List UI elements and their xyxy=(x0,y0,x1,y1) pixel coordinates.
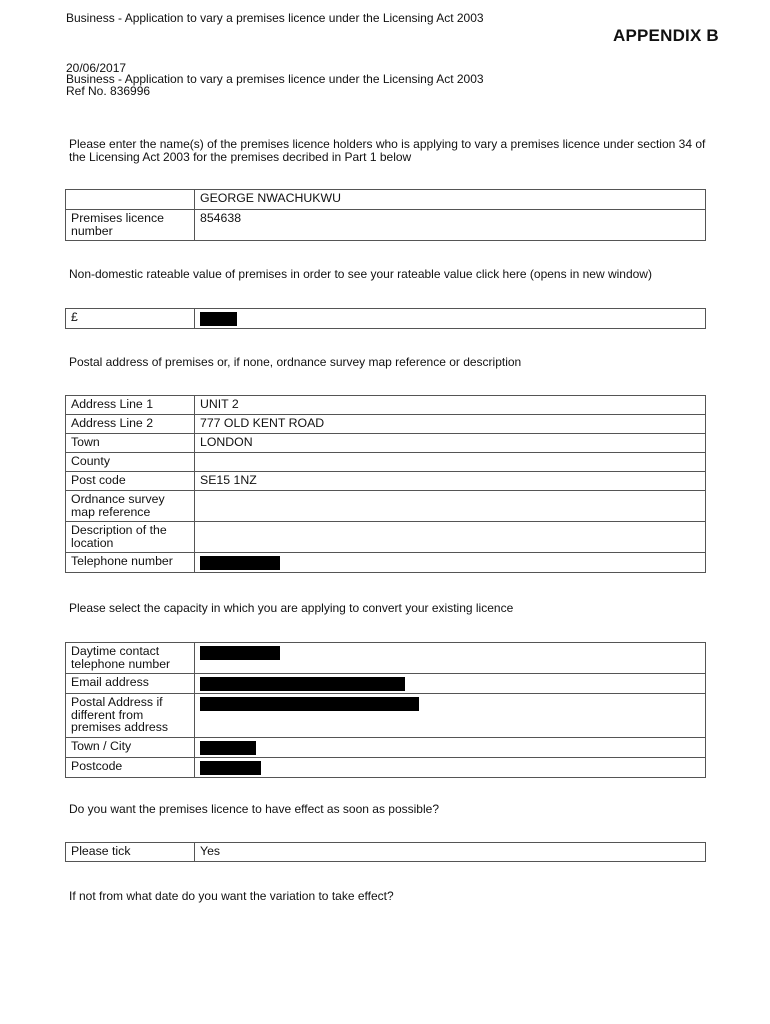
town-label: Town xyxy=(66,434,195,453)
postcode-label: Post code xyxy=(66,472,195,491)
redaction-block xyxy=(200,741,256,755)
table-row xyxy=(66,472,706,491)
table-row xyxy=(66,738,706,758)
table-row xyxy=(66,758,706,778)
town-city-label: Town / City xyxy=(66,738,195,758)
address-table xyxy=(65,395,706,573)
table-row xyxy=(66,434,706,453)
location-description-value xyxy=(195,522,706,553)
holder-name-label xyxy=(66,190,195,210)
document-subtitle: Business - Application to vary a premises licence under the Licensing Act 2003 xyxy=(66,72,484,86)
table-row xyxy=(66,553,706,573)
table-row xyxy=(66,453,706,472)
redaction-block xyxy=(200,677,405,691)
telephone-value xyxy=(195,553,706,573)
effect-table xyxy=(65,842,706,862)
os-map-reference-value xyxy=(195,491,706,522)
telephone-label: Telephone number xyxy=(66,553,195,573)
effect-intro: Do you want the premises licence to have effect as soon as possible? xyxy=(69,802,439,816)
table-row xyxy=(66,190,706,210)
postcode-value: SE15 1NZ xyxy=(195,472,706,491)
table-row xyxy=(66,522,706,553)
licence-number-label: Premises licence number xyxy=(66,210,195,241)
address-line-1-label: Address Line 1 xyxy=(66,396,195,415)
table-row xyxy=(66,309,706,329)
table-row xyxy=(66,643,706,674)
town-value: LONDON xyxy=(195,434,706,453)
currency-label: £ xyxy=(66,309,195,329)
contact-table xyxy=(65,642,706,778)
address-line-2-label: Address Line 2 xyxy=(66,415,195,434)
table-row xyxy=(66,674,706,694)
variation-date-intro: If not from what date do you want the variation to take effect? xyxy=(69,889,394,903)
daytime-phone-value xyxy=(195,643,706,674)
redaction-block xyxy=(200,312,237,326)
redaction-block xyxy=(200,646,280,660)
running-title: Business - Application to vary a premises licence under the Licensing Act 2003 xyxy=(66,11,484,25)
email-value xyxy=(195,674,706,694)
rateable-intro: Non-domestic rateable value of premises in order to see your rateable value click here (opens in new window) xyxy=(69,267,652,281)
rateable-value xyxy=(195,309,706,329)
redaction-block xyxy=(200,761,261,775)
reference-number: Ref No. 836996 xyxy=(66,84,151,98)
address-intro: Postal address of premises or, if none, ordnance survey map reference or description xyxy=(69,355,522,369)
table-row xyxy=(66,210,706,241)
document-date: 20/06/2017 xyxy=(66,61,127,75)
postal-address-value xyxy=(195,694,706,738)
email-label: Email address xyxy=(66,674,195,694)
please-tick-label: Please tick xyxy=(66,843,195,862)
appendix-label: APPENDIX B xyxy=(613,26,719,45)
daytime-phone-label: Daytime contact telephone number xyxy=(66,643,195,674)
holder-name-value: GEORGE NWACHUKWU xyxy=(195,190,706,210)
table-row xyxy=(66,843,706,862)
table-row xyxy=(66,415,706,434)
address-line-1-value: UNIT 2 xyxy=(195,396,706,415)
table-row xyxy=(66,491,706,522)
holders-intro: Please enter the name(s) of the premises licence holders who is applying to vary a premises licence under section 34 of the Licensing Act 2003 for the premises decribed in Part 1 below xyxy=(69,137,706,164)
table-row xyxy=(66,396,706,415)
effect-value: Yes xyxy=(195,843,706,862)
licence-number-value: 854638 xyxy=(195,210,706,241)
address-line-2-value: 777 OLD KENT ROAD xyxy=(195,415,706,434)
redaction-block xyxy=(200,556,280,570)
county-value xyxy=(195,453,706,472)
holders-table xyxy=(65,189,706,241)
county-label: County xyxy=(66,453,195,472)
rateable-table xyxy=(65,308,706,329)
contact-postcode-label: Postcode xyxy=(66,758,195,778)
town-city-value xyxy=(195,738,706,758)
contact-postcode-value xyxy=(195,758,706,778)
table-row xyxy=(66,694,706,738)
location-description-label: Description of the location xyxy=(66,522,195,553)
contact-intro: Please select the capacity in which you are applying to convert your existing licence xyxy=(69,601,514,615)
os-map-reference-label: Ordnance survey map reference xyxy=(66,491,195,522)
redaction-block xyxy=(200,697,419,711)
postal-address-label: Postal Address if different from premises address xyxy=(66,694,195,738)
